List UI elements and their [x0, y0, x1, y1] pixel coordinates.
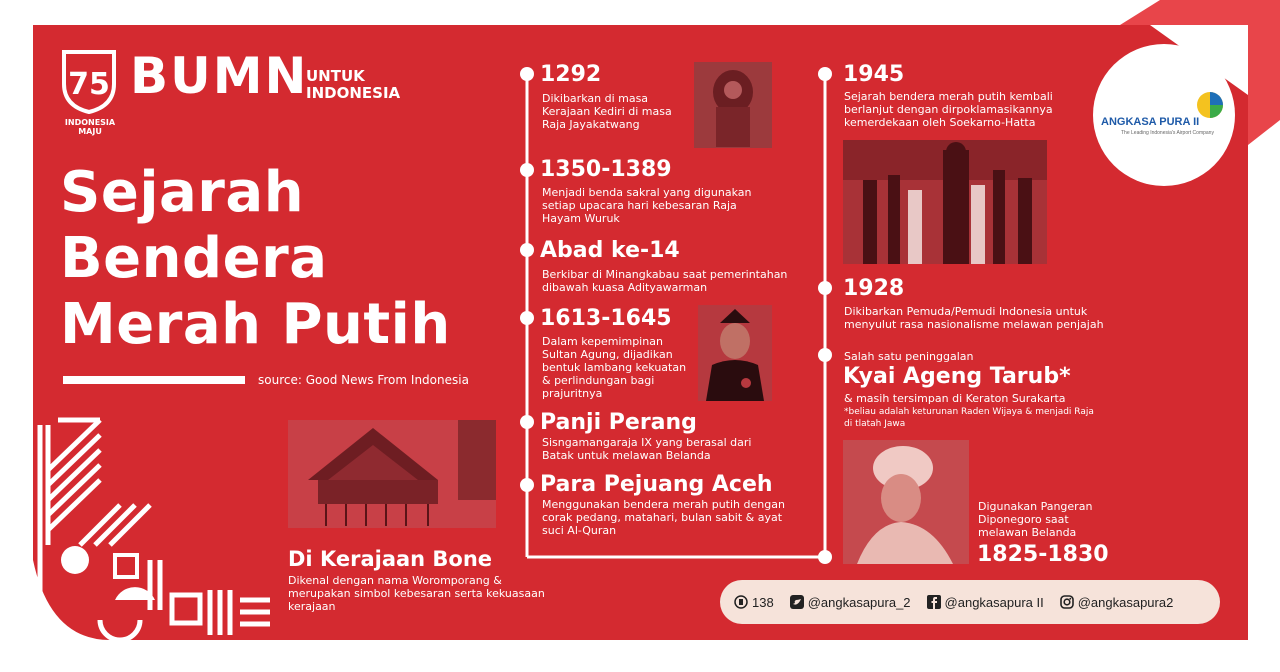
partner-logo-name: ANGKASA PURA II	[1101, 116, 1200, 128]
kyai-name: Kyai Ageng Tarub*	[843, 364, 1071, 389]
timeline-text-1350: Menjadi benda sakral yang digunakan setiap upacara hari kebesaran Raja Hayam Wuruk	[542, 186, 752, 225]
main-title	[60, 160, 451, 358]
bumn-logo-sub: UNTUK INDONESIA	[306, 67, 401, 102]
logo-tagline: INDONESIA MAJU	[64, 118, 116, 136]
twitter-item[interactable]	[790, 595, 911, 610]
timeline-year-1350: 1350-1389	[540, 157, 672, 182]
timeline-text-1928: Dikibarkan Pemuda/Pemudi Indonesia untuk menyulut rasa nasionalisme melawan penjajah	[844, 305, 1104, 331]
kyai-pre-text: Salah satu peninggalan	[844, 350, 974, 363]
kyai-post-text: & masih tersimpan di Keraton Surakarta	[844, 392, 1066, 405]
shield-75-icon	[60, 50, 118, 114]
diponegoro-text: Digunakan Pangeran Diponegoro saat melawan Belanda	[978, 500, 1093, 539]
proclamation-photo	[843, 140, 1047, 264]
phone-number: 138	[752, 594, 774, 610]
phone-icon	[734, 595, 748, 609]
timeline-year-1945: 1945	[843, 62, 905, 87]
title-line-3: Merah Putih	[60, 292, 451, 357]
timeline-text-panji: Sisngamangaraja IX yang berasal dari Batak untuk melawan Belanda	[542, 436, 752, 462]
partner-tagline: The Leading Indonesia's Airport Company	[1121, 130, 1214, 136]
timeline-text-1945: Sejarah bendera merah putih kembali berlanjut dengan dirpoklamasikannya kemerdekaan oleh Soekarno-Hatta	[844, 90, 1053, 129]
timeline-year-1928: 1928	[843, 276, 905, 301]
bumn-75-logo	[60, 50, 120, 140]
facebook-handle: @angkasapura II	[944, 594, 1044, 610]
twitter-handle: @angkasapura_2	[807, 594, 911, 610]
twitter-icon	[790, 595, 804, 609]
timeline-text-aceh: Menggunakan bendera merah putih dengan corak pedang, matahari, bulan sabit & ayat suci Al-Quran	[542, 498, 785, 537]
instagram-item[interactable]	[1060, 595, 1174, 610]
timeline-text-abad14: Berkibar di Minangkabau saat pemerintahan dibawah kuasa Adityawarman	[542, 268, 788, 294]
instagram-handle: @angkasapura2	[1077, 594, 1174, 610]
facebook-icon	[927, 595, 941, 609]
source-text: source: Good News From Indonesia	[258, 373, 469, 387]
phone-item[interactable]	[734, 595, 774, 610]
diponegoro-portrait	[843, 440, 969, 564]
timeline-year-aceh: Para Pejuang Aceh	[540, 472, 773, 497]
sultan-agung-portrait	[698, 305, 772, 401]
bone-heading: Di Kerajaan Bone	[288, 547, 493, 571]
bone-text: Dikenal dengan nama Woromporang & merupakan simbol kebesaran serta kekuasaan kerajaan	[288, 574, 545, 613]
timeline-year-1825: 1825-1830	[977, 542, 1109, 567]
timeline-year-1292: 1292	[540, 62, 602, 87]
facebook-item[interactable]	[927, 595, 1044, 610]
timeline-text-1292: Dikibarkan di masa Kerajaan Kediri di masa Raja Jayakatwang	[542, 92, 672, 131]
bone-house-photo	[288, 420, 496, 528]
angkasa-pura-logo	[1093, 44, 1235, 186]
timeline-year-abad14: Abad ke-14	[540, 238, 680, 263]
instagram-icon	[1060, 595, 1074, 609]
kediri-statue-photo	[694, 62, 772, 148]
bumn-logo-name: BUMN	[130, 47, 309, 105]
svg-text:75: 75	[68, 67, 110, 102]
title-line-2: Bendera	[60, 226, 328, 291]
social-footer	[720, 580, 1220, 624]
timeline-year-panji: Panji Perang	[540, 410, 697, 435]
angkasa-pura-emblem-icon	[1195, 90, 1225, 120]
timeline-year-1613: 1613-1645	[540, 306, 672, 331]
timeline-text-1613: Dalam kepemimpinan Sultan Agung, dijadikan bentuk lambang kekuatan & perlindungan bagi prajuritnya	[542, 335, 687, 400]
title-line-1: Sejarah	[60, 160, 305, 225]
kyai-note: *beliau adalah keturunan Raden Wijaya & menjadi Raja di tlatah Jawa	[844, 407, 1094, 429]
title-underline	[63, 376, 245, 384]
